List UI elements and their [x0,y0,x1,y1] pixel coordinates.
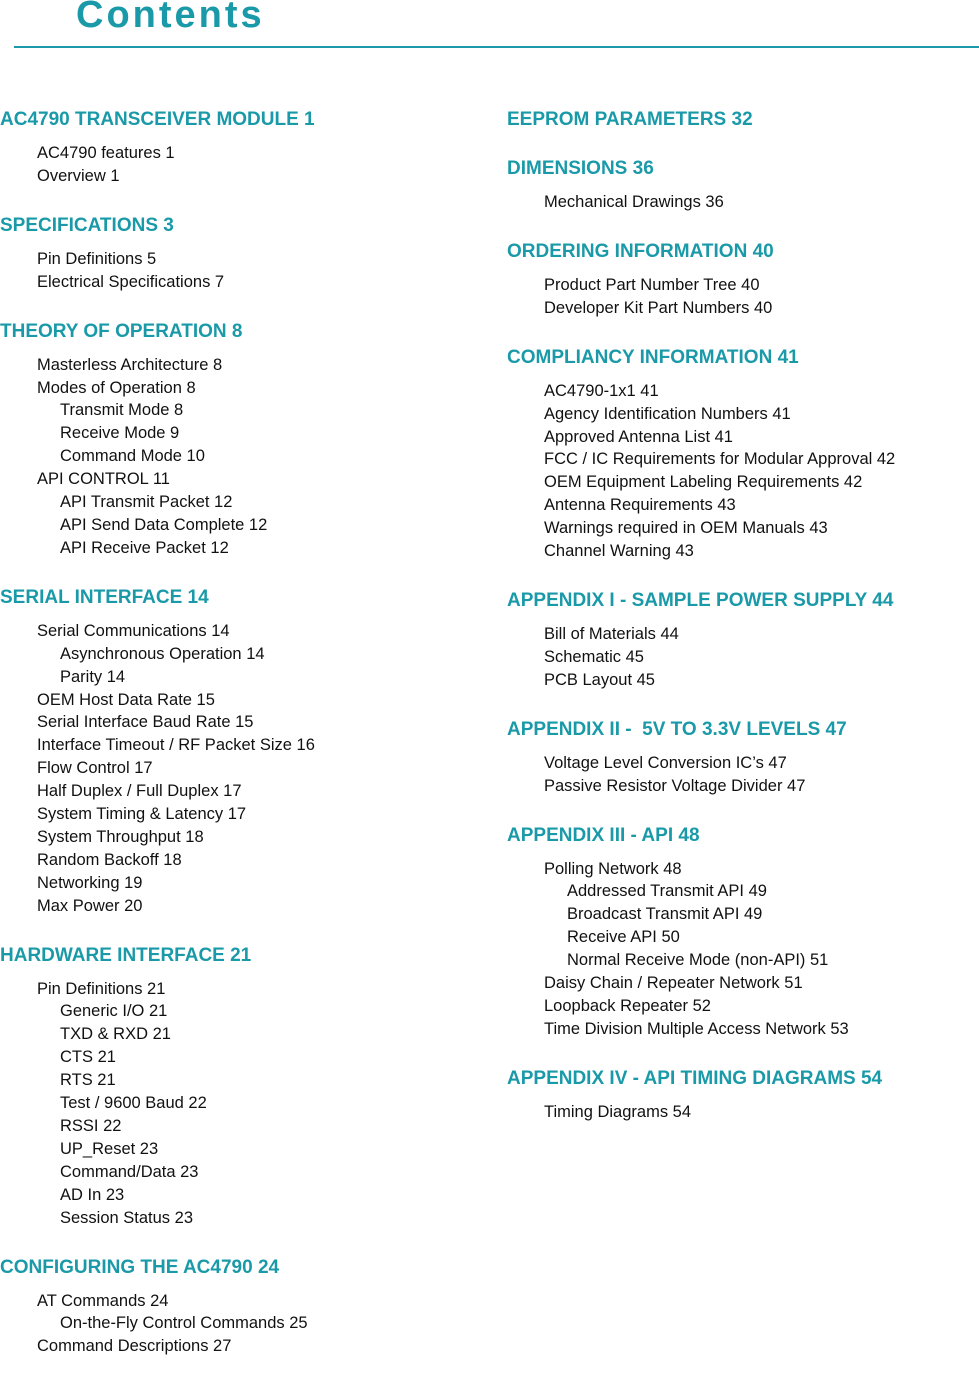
toc-entry[interactable]: Developer Kit Part Numbers 40 [544,298,773,317]
toc-entry[interactable]: On-the-Fly Control Commands 25 [60,1314,308,1333]
section-title-appendix-ii-5v-to-3-3v-levels-47[interactable]: APPENDIX II - 5V TO 3.3V LEVELS 47 [507,718,847,740]
toc-entry[interactable]: Time Division Multiple Access Network 53 [544,1019,849,1038]
toc-entry[interactable]: OEM Host Data Rate 15 [37,690,215,709]
toc-entry[interactable]: Warnings required in OEM Manuals 43 [544,519,828,538]
toc-entry[interactable]: Timing Diagrams 54 [544,1102,692,1121]
toc-right-column [507,108,979,1150]
section-title-compliancy-information-41[interactable]: COMPLIANCY INFORMATION 41 [507,346,799,368]
toc-entry[interactable]: Random Backoff 18 [37,850,182,869]
section-title-eeprom-parameters-32[interactable]: EEPROM PARAMETERS 32 [507,109,753,130]
toc-entry[interactable]: Command Descriptions 27 [37,1337,232,1356]
toc-entry[interactable]: Modes of Operation 8 [37,378,196,397]
section-title-configuring-the-ac4790-24[interactable]: CONFIGURING THE AC4790 24 [0,1256,280,1278]
toc-entry[interactable]: Voltage Level Conversion IC’s 47 [544,753,787,772]
toc-entry[interactable]: Command Mode 10 [60,447,205,466]
toc-entry[interactable]: API CONTROL 11 [37,470,170,489]
toc-entry[interactable]: System Throughput 18 [37,827,204,846]
toc-entry[interactable]: Pin Definitions 21 [37,979,166,998]
toc-entry[interactable]: Product Part Number Tree 40 [544,275,760,294]
toc-entry[interactable]: Asynchronous Operation 14 [60,644,265,663]
toc-entry[interactable]: AT Commands 24 [37,1291,169,1310]
toc-entry[interactable]: Max Power 20 [37,896,143,915]
section-title-ordering-information-40[interactable]: ORDERING INFORMATION 40 [507,240,774,262]
toc-entry[interactable]: Channel Warning 43 [544,542,694,561]
toc-entry[interactable]: Passive Resistor Voltage Divider 47 [544,776,806,795]
toc-entry[interactable]: Session Status 23 [60,1208,193,1227]
toc-entry[interactable]: TXD & RXD 21 [60,1025,171,1044]
toc-section [0,1256,480,1359]
toc-entry[interactable]: Interface Timeout / RF Packet Size 16 [37,736,315,755]
toc-entry[interactable]: Schematic 45 [544,647,644,666]
toc-section [507,346,979,563]
toc-entry[interactable]: API Receive Packet 12 [60,538,229,557]
toc-left-column [0,108,480,1384]
toc-section [507,824,979,1041]
section-title-serial-interface-14[interactable]: SERIAL INTERFACE 14 [0,586,209,608]
toc-entry[interactable]: API Transmit Packet 12 [60,493,233,512]
section-title-theory-of-operation-8[interactable]: THEORY OF OPERATION 8 [0,320,243,342]
toc-entry[interactable]: Masterless Architecture 8 [37,355,223,374]
toc-entry[interactable]: OEM Equipment Labeling Requirements 42 [544,473,863,492]
toc-entry[interactable]: Command/Data 23 [60,1162,199,1181]
section-title-hardware-interface-21[interactable]: HARDWARE INTERFACE 21 [0,944,252,966]
toc-entry[interactable]: Daisy Chain / Repeater Network 51 [544,974,803,993]
toc-entry[interactable]: Mechanical Drawings 36 [544,193,724,211]
toc-entry[interactable]: CTS 21 [60,1048,116,1067]
toc-entry[interactable]: AC4790-1x1 41 [544,381,659,400]
title-divider [14,46,979,48]
toc-entry[interactable]: UP_Reset 23 [60,1139,159,1158]
section-title-appendix-iii-api-48[interactable]: APPENDIX III - API 48 [507,824,700,846]
toc-entry[interactable]: API Send Data Complete 12 [60,515,268,534]
toc-entry[interactable]: PCB Layout 45 [544,670,655,689]
toc-entry[interactable]: Pin Definitions 5 [37,249,157,268]
toc-section [0,586,480,918]
page-title: Contents [76,0,265,36]
toc-entry[interactable]: Broadcast Transmit API 49 [567,905,763,924]
toc-section [0,214,480,294]
toc-section [507,108,979,131]
toc-entry[interactable]: AD In 23 [60,1185,125,1204]
toc-section [0,320,480,560]
toc-entry[interactable]: Half Duplex / Full Duplex 17 [37,782,242,801]
toc-entry[interactable]: Overview 1 [37,166,120,185]
toc-entry[interactable]: RTS 21 [60,1071,116,1090]
toc-section [507,1067,979,1124]
toc-entry[interactable]: Receive Mode 9 [60,424,180,443]
section-title-ac4790-transceiver-module-1[interactable]: AC4790 TRANSCEIVER MODULE 1 [0,109,315,130]
toc-entry[interactable]: System Timing & Latency 17 [37,805,247,824]
toc-entry[interactable]: Serial Interface Baud Rate 15 [37,713,254,732]
toc-entry[interactable]: Electrical Specifications 7 [37,272,225,291]
toc-entry[interactable]: Transmit Mode 8 [60,401,184,420]
toc-entry[interactable]: Serial Communications 14 [37,621,230,640]
toc-entry[interactable]: Parity 14 [60,667,126,686]
toc-entry[interactable]: Addressed Transmit API 49 [567,882,767,901]
toc-section [0,944,480,1230]
toc-entry[interactable]: Agency Identification Numbers 41 [544,404,791,423]
toc-section [507,157,979,214]
toc-entry[interactable]: Loopback Repeater 52 [544,996,711,1015]
section-title-specifications-3[interactable]: SPECIFICATIONS 3 [0,214,174,236]
toc-entry[interactable]: AC4790 features 1 [37,144,175,162]
toc-entry[interactable]: Bill of Materials 44 [544,624,679,643]
toc-entry[interactable]: Polling Network 48 [544,859,682,878]
section-title-dimensions-36[interactable]: DIMENSIONS 36 [507,158,654,179]
section-title-appendix-iv-api-timing-diagrams-54[interactable]: APPENDIX IV - API TIMING DIAGRAMS 54 [507,1067,883,1089]
toc-entry[interactable]: RSSI 22 [60,1117,122,1135]
toc-entry[interactable]: Normal Receive Mode (non-API) 51 [567,951,829,970]
section-title-appendix-i-sample-power-supply-44[interactable]: APPENDIX I - SAMPLE POWER SUPPLY 44 [507,589,894,611]
toc-section [0,108,480,188]
toc-entry[interactable]: Test / 9600 Baud 22 [60,1094,207,1113]
toc-entry[interactable]: Generic I/O 21 [60,1002,168,1021]
toc-entry[interactable]: Antenna Requirements 43 [544,496,736,515]
toc-entry[interactable]: Receive API 50 [567,928,680,947]
toc-entry[interactable]: Flow Control 17 [37,759,153,778]
toc-entry[interactable]: Networking 19 [37,873,143,892]
toc-entry[interactable]: FCC / IC Requirements for Modular Approval 42 [544,450,896,469]
toc-section [507,240,979,320]
toc-section [507,589,979,692]
toc-entry[interactable]: Approved Antenna List 41 [544,427,733,446]
toc-section [507,718,979,798]
